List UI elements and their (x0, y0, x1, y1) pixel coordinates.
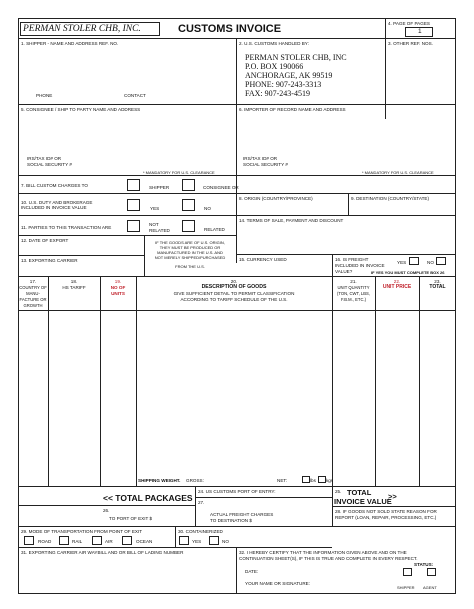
importer-irs-label: IRS/TAX ID# OR (243, 156, 278, 161)
not-related-label-1: NOT (149, 222, 159, 227)
containerized-label: 30. CONTAINERIZED (178, 529, 223, 534)
contact-label: CONTACT (124, 93, 146, 98)
origin-label: 8. ORIGIN (COUNTRY/PROVINCE) (239, 196, 313, 201)
page-number-box[interactable] (405, 27, 433, 37)
other-ref-label: 3. OTHER REF. NOS. (388, 41, 433, 46)
containerized-yes-label: YES (192, 539, 202, 544)
col22-label: UNIT PRICE (382, 284, 412, 290)
air-label: AIR (105, 539, 113, 544)
lbs-label: lbs (310, 478, 316, 483)
duty-yes-checkbox[interactable] (127, 199, 140, 211)
consignee-mandatory: * MANDATORY FOR U.S. CLEARANCE (143, 170, 215, 175)
importer-mandatory: * MANDATORY FOR U.S. CLEARANCE (362, 170, 434, 175)
name-signature-label: YOUR NAME OR SIGNATURE: (245, 581, 310, 586)
origin-note-1: IF THE GOODS ARE OF U.S. ORIGIN, (155, 240, 225, 245)
waybill-label: 31. EXPORTING CARRIER AIR WAYBILL AND OR BILL OF LADING NUMBER (21, 550, 184, 555)
col17-line1: COUNTRY OF (19, 285, 47, 290)
col23-label: TOTAL (429, 284, 446, 290)
actual-freight-2: TO DESTINATION $ (210, 518, 252, 523)
status-shipper-label: SHIPPER (397, 585, 415, 590)
destination-label: 9. DESTINATION (COUNTRY/STATE) (351, 196, 430, 201)
related-label: RELATED (204, 227, 225, 232)
gross-label: GROSS: (186, 478, 204, 483)
certify-line-2: CONTINUATION SHEET(S), IF THIS IS TRUE AND COMPLETE IN EVERY RESPECT. (239, 556, 418, 561)
duty-label-1: 10. U.S. DUTY AND BROKERAGE (21, 200, 93, 205)
duty-yes-label: YES (150, 206, 160, 211)
reason-label-1: 28. IF GOODS NOT SOLD STATE REASON FOR (335, 509, 437, 514)
col21-line3: F.B.M., ETC.) (340, 297, 367, 302)
exporting-carrier-label: 13. EXPORTING CARRIER (21, 258, 78, 263)
col18-label: HS TARIFF (62, 285, 86, 290)
consignee-ssn-label: SOCIAL SECURITY # (27, 162, 72, 167)
col23-num: 23. (434, 279, 441, 284)
col17-line2: MANU- (26, 291, 40, 296)
total-packages-label: << TOTAL PACKAGES (103, 493, 193, 503)
col20-note2: ACCORDING TO TARIFF SCHEDULE OF THE U.S. (180, 297, 288, 302)
col19-num: 19. (114, 279, 122, 284)
handler-line-4: PHONE: 907-243-3313 (245, 80, 322, 89)
handled-by-label: 2. U.S. CUSTOMS HANDLED BY: (239, 41, 309, 46)
origin-note-4: NOT MERELY SHIPPED/PURCHASED (154, 255, 226, 260)
terms-label: 14. TERMS OF SALE, PAYMENT AND DISCOUNT (239, 218, 344, 223)
reason-label-2: REPORT (LOAN, REPAIR, PROCESSING, ETC.) (335, 515, 437, 520)
col19-line1: NO OF (110, 285, 126, 290)
road-label: ROAD (38, 539, 52, 544)
port-entry-label: 24. US CUSTOMS PORT OF ENTRY: (198, 489, 276, 494)
net-label: NET: (277, 478, 287, 483)
bill-shipper-checkbox[interactable] (127, 179, 140, 191)
importer-ssn-label: SOCIAL SECURITY # (243, 162, 288, 167)
consignee-label: 5. CONSIGNEE / SHIP TO PARTY NAME AND ADDRESS (21, 107, 141, 112)
page-number: 1 (418, 28, 422, 35)
col22-num: 22. (393, 279, 401, 284)
handler-line-5: FAX: 907-243-4519 (245, 89, 310, 98)
date-export-label: 12. DATE OF EXPORT (21, 238, 69, 243)
freight-label-2: INCLUDED IN INVOICE (335, 263, 385, 268)
shipping-weight-label: SHIPPING WEIGHT. (138, 478, 181, 483)
transport-label: 29. MODE OF TRANSPORTATION FROM POINT OF EXIT (21, 529, 143, 534)
parties-label: 11. PARTIES TO THIS TRANSACTION ARE (21, 225, 112, 230)
kgs-checkbox[interactable] (318, 476, 326, 483)
importer-label: 6. IMPORTER OF RECORD NAME AND ADDRESS (239, 107, 346, 112)
duty-label-2: INCLUDED IN INVOICE VALUE (21, 205, 87, 210)
bill-charges-label: 7. BILL CUSTOM CHARGES TO (21, 183, 88, 188)
containerized-yes-checkbox[interactable] (179, 536, 189, 545)
total-invoice-arrow: >> (388, 492, 397, 501)
parties-not-related-checkbox[interactable] (127, 220, 140, 232)
col21-num: 21. (350, 279, 357, 284)
box26-num: 26. (103, 508, 110, 513)
col17-line4: GROWTH (23, 303, 43, 308)
bill-shipper-label: SHIPPER (149, 185, 170, 190)
port-exit-label: TO PORT OF EXIT $ (109, 516, 153, 521)
origin-note-5: FROM THE U.S. (175, 264, 205, 269)
ocean-label: OCEAN (136, 539, 153, 544)
shipper-label: 1. SHIPPER - NAME AND ADDRESS REF. NO. (21, 41, 119, 46)
certify-line-1: 32. I HEREBY CERTIFY THAT THE INFORMATION GIVEN ABOVE AND ON THE (239, 550, 407, 555)
parties-related-checkbox[interactable] (182, 220, 195, 232)
status-agent-checkbox[interactable] (427, 568, 436, 576)
col18-num: 18. (70, 279, 78, 284)
not-related-label-2: RELATED (149, 228, 170, 233)
status-shipper-checkbox[interactable] (403, 568, 412, 576)
bill-consignee-label: CONSIGNEE OR (203, 185, 239, 190)
total-invoice-num: 25. (335, 489, 342, 494)
air-checkbox[interactable] (92, 536, 102, 545)
col20-num: 20. (230, 279, 238, 284)
bill-consignee-checkbox[interactable] (182, 179, 195, 191)
date-label: DATE: (245, 569, 259, 574)
box27-num: 27. (198, 500, 205, 505)
col20-note1: GIVE SUFFICIENT DETAIL TO PERMIT CLASSIFICATION (173, 291, 295, 296)
box26-note: IF YES YOU MUST COMPLETE BOX 26 (371, 270, 445, 275)
lbs-checkbox[interactable] (302, 476, 310, 483)
rail-label: RAIL (72, 539, 83, 544)
containerized-no-label: NO (222, 539, 229, 544)
freight-yes-label: YES (397, 260, 407, 265)
total-invoice-label-1: TOTAL (347, 488, 372, 497)
status-agent-label: AGENT (423, 585, 437, 590)
containerized-no-checkbox[interactable] (209, 536, 219, 545)
total-invoice-label-2: INVOICE VALUE (334, 497, 392, 506)
page-label: 4. PAGE OF PAGES (388, 21, 430, 26)
freight-label-3: VALUE? (335, 269, 353, 274)
kgs-label: kgs (326, 478, 334, 483)
col17-num: 17. (29, 279, 37, 284)
freight-no-label: NO (427, 260, 434, 265)
freight-no-checkbox[interactable] (436, 257, 446, 265)
handler-line-3: ANCHORAGE, AK 99519 (245, 71, 333, 80)
col17-line3: FACTURE OR (19, 297, 47, 302)
road-checkbox[interactable] (24, 536, 34, 545)
duty-no-label: NO (204, 206, 211, 211)
status-label: STATUS: (414, 562, 434, 567)
col20-title: DESCRIPTION OF GOODS (201, 284, 267, 290)
handler-line-2: P.O. BOX 190066 (245, 62, 304, 71)
ocean-checkbox[interactable] (122, 536, 132, 545)
phone-label: PHONE (36, 93, 53, 98)
handler-line-1: PERMAN STOLER CHB, INC (245, 53, 347, 62)
company-logo-text: PERMAN STOLER CHB, INC. (23, 24, 141, 34)
origin-note-3: MANUFACTURED IN THE U.S. AND (157, 250, 223, 255)
duty-no-checkbox[interactable] (182, 199, 195, 211)
col19-line2: UNITS (111, 291, 125, 296)
origin-note-2: THEY MUST BE PRODUCED OR (159, 245, 221, 250)
freight-label-1: 16. IS FREIGHT (335, 257, 369, 262)
rail-checkbox[interactable] (59, 536, 69, 545)
freight-yes-checkbox[interactable] (409, 257, 419, 265)
col21-line1: UNIT QUANTITY (337, 285, 370, 290)
actual-freight-1: ACTUAL FREIGHT CHARGES (210, 512, 274, 517)
currency-label: 15. CURRENCY USED (239, 257, 287, 262)
form-title: CUSTOMS INVOICE (178, 23, 282, 35)
company-logo (20, 22, 160, 36)
consignee-irs-label: IRS/TAX ID# OR (27, 156, 62, 161)
col21-line2: (TON, CWT, LBS, (337, 291, 370, 296)
